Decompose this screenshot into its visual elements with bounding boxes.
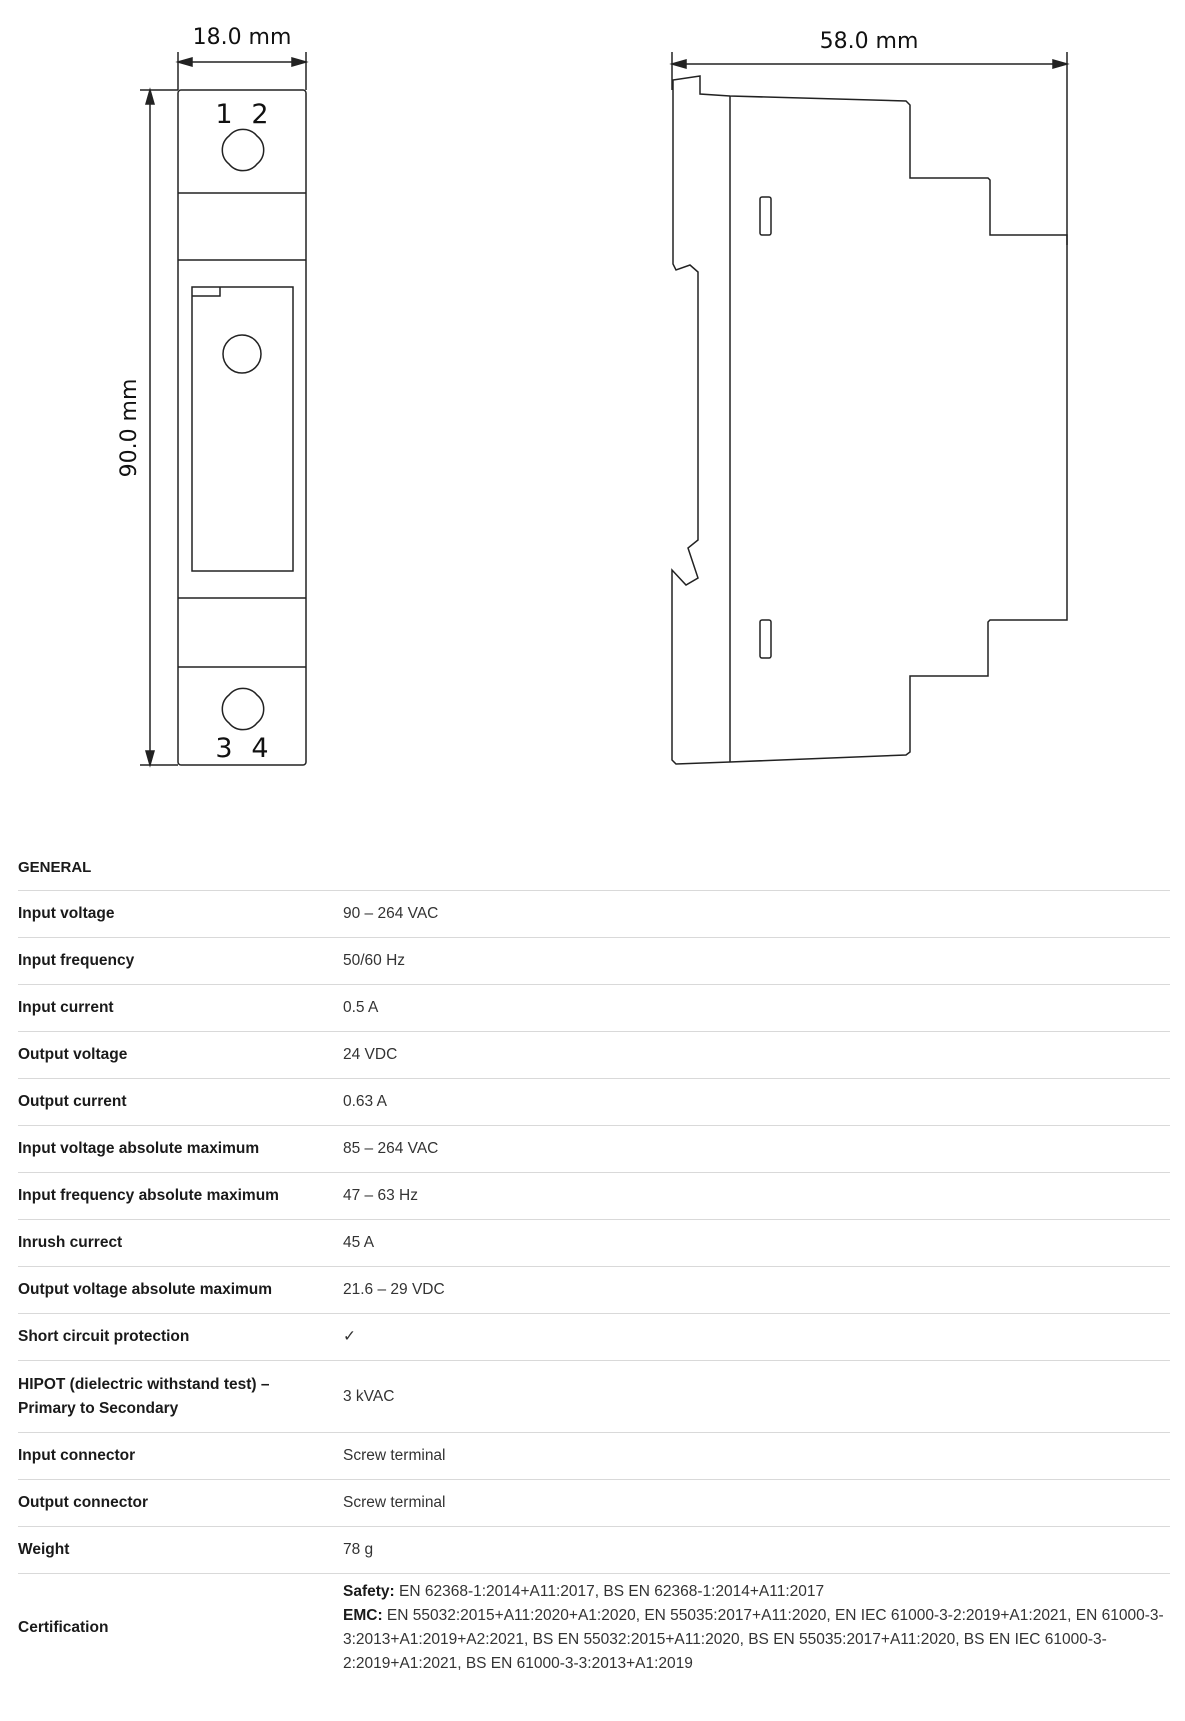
spec-label: Input connector [18,1447,136,1464]
spec-label: Short circuit protection [18,1328,190,1345]
terminal-label-4: 4 [251,733,269,764]
spec-label: Inrush currect [18,1234,123,1251]
spec-value: 90 – 264 VAC [343,905,439,922]
checkmark-icon: ✓ [343,1328,356,1345]
spec-label: Weight [18,1541,70,1558]
dimension-drawing [0,0,1185,790]
spec-value: Screw terminal [343,1494,446,1511]
terminal-label-3: 3 [215,733,233,764]
spec-row [18,891,1170,938]
spec-row [18,1433,1170,1480]
certification-value [343,1580,1170,1676]
spec-row [18,1079,1170,1126]
emc-title: EMC: [343,1607,383,1624]
spec-value: 24 VDC [343,1046,398,1063]
emc-line [343,1604,1170,1676]
spec-label: Output voltage absolute maximum [18,1281,273,1298]
spec-value: Screw terminal [343,1447,446,1464]
terminal-label-1: 1 [215,99,233,130]
spec-label: Output connector [18,1494,149,1511]
spec-value: 45 A [343,1234,375,1251]
spec-value: 21.6 – 29 VDC [343,1281,445,1298]
spec-label: Input current [18,999,114,1016]
spec-label: Input frequency [18,952,135,969]
height-label: 90.0 mm [117,378,142,478]
spec-value: 47 – 63 Hz [343,1187,418,1204]
spec-value: 0.5 A [343,999,379,1016]
spec-row [18,1527,1170,1574]
spec-row [18,1314,1170,1361]
spec-row [18,1220,1170,1267]
spec-row [18,1173,1170,1220]
spec-row [18,938,1170,985]
safety-text: EN 62368-1:2014+A11:2017, BS EN 62368-1:2014+A11:2017 [399,1583,825,1600]
spec-value: 50/60 Hz [343,952,406,969]
safety-title: Safety: [343,1583,395,1600]
side-depth-label: 58.0 mm [819,29,919,54]
spec-row [18,1267,1170,1314]
spec-value: 3 kVAC [343,1387,395,1405]
spec-value: 85 – 264 VAC [343,1140,439,1157]
front-view [140,52,306,765]
spec-label: Input voltage absolute maximum [18,1140,260,1157]
terminal-screw-bottom [222,688,263,729]
spec-label: Input frequency absolute maximum [18,1187,279,1204]
spec-row [18,1032,1170,1079]
specs-table [18,845,1170,1682]
spec-row [18,1361,1170,1433]
spec-row [18,1480,1170,1527]
spec-label: Output voltage [18,1046,128,1063]
spec-label: Input voltage [18,905,115,922]
emc-text: EN 55032:2015+A11:2020+A1:2020, EN 55035:2017+A11:2020, EN IEC 61000-3-2:2019+A1:2021, EN 61000-3-3:2013+A1:2019+A2:2021, BS EN 55032:2015+A11:2020, BS EN 55035:2017+A11:2020, BS EN IEC 61000-3-2:2019+A1:2021, BS EN 61000-3-3:2013+A1:2019 [343,1607,1164,1672]
front-width-label: 18.0 mm [192,25,292,50]
spec-label: HIPOT (dielectric withstand test) – Primary to Secondary [18,1375,270,1417]
spec-value: 78 g [343,1541,374,1558]
safety-line [343,1580,1170,1604]
terminal-screw-top [222,129,263,170]
certification-row [18,1574,1170,1682]
spec-value: 0.63 A [343,1093,387,1110]
terminal-label-2: 2 [251,99,269,130]
spec-row [18,1126,1170,1173]
spec-label: Certification [18,1619,109,1636]
section-title: GENERAL [18,845,1170,891]
spec-row [18,985,1170,1032]
side-view [672,52,1067,764]
spec-label: Output current [18,1093,127,1110]
